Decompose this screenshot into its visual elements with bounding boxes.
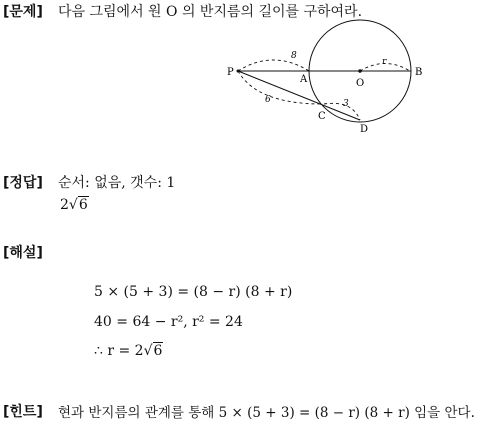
length-r: r (382, 57, 387, 67)
solution-eq2: 40 = 64 − r², r² = 24 (94, 314, 243, 330)
label-o: O (356, 78, 365, 89)
solution-eq1: 5 × (5 + 3) = (8 − r) (8 + r) (94, 284, 293, 300)
length-pa: 8 (291, 51, 297, 61)
length-pc: 6 (265, 95, 271, 105)
arc-pa (238, 60, 309, 71)
problem-text: 다음 그림에서 원 O 의 반지름의 길이를 구하여라. (58, 4, 363, 20)
answer-meta: 순서: 없음, 갯수: 1 (58, 175, 176, 191)
hint-tag: [힌트] (3, 404, 43, 420)
answer-value (60, 197, 89, 213)
problem-tag: [문제] (3, 4, 43, 20)
sqrt-symbol: √6 (143, 343, 163, 359)
solution-eq3-prefix: ∴ r = 2 (94, 343, 144, 359)
label-a: A (300, 74, 308, 85)
hint-text: 현과 반지름의 관계를 통해 5 × (5 + 3) = (8 − r) (8 + r) 임을 안다. (58, 405, 475, 421)
label-p: P (227, 67, 234, 78)
label-d: D (360, 124, 369, 135)
answer-coef: 2 (60, 197, 69, 213)
segment-pd (238, 71, 360, 120)
solution-eq3-radicand: 6 (153, 343, 163, 359)
answer-radicand: 6 (78, 197, 88, 213)
length-cd: 3 (343, 99, 349, 109)
solution-eq3 (94, 343, 163, 359)
solution-tag: [해설] (3, 245, 43, 261)
label-c: C (318, 111, 326, 122)
sqrt-symbol: √6 (68, 197, 88, 213)
label-b: B (415, 67, 423, 78)
answer-tag: [정답] (3, 175, 43, 191)
